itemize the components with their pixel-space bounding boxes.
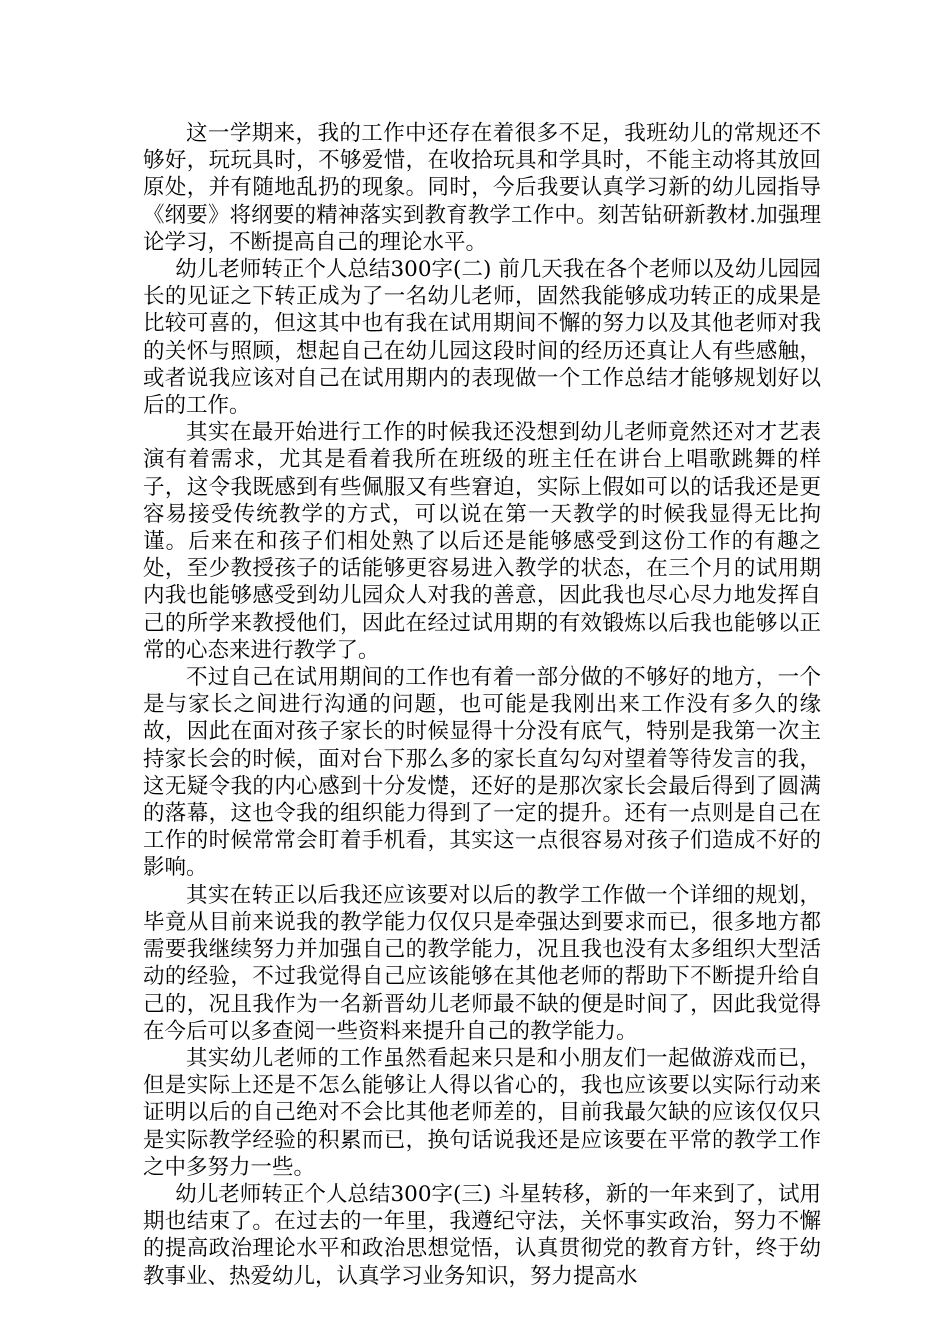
document-body xyxy=(143,120,821,1290)
paragraph-2-heading-two: 幼儿老师转正个人总结300字(二) 前几天我在各个老师以及幼儿园园长的见证之下转正成为了一名幼儿老师，固然我能够成功转正的成果是比较可喜的，但这其中也有我在试用期间不懈的努力以及其他老师对我的关怀与照顾，想起自己在幼儿园这段时间的经历还真让人有些感触，或者说我应该对自己在试用期内的表现做一个工作总结才能够规划好以后的工作。 xyxy=(143,257,821,419)
paragraph-5: 其实在转正以后我还应该要对以后的教学工作做一个详细的规划，毕竟从目前来说我的教学能力仅仅只是牵强达到要求而已，很多地方都需要我继续努力并加强自己的教学能力，况且我也没有太多组织大型活动的经验，不过我觉得自己应该能够在其他老师的帮助下不断提升给自己的，况且我作为一名新晋幼儿老师最不缺的便是时间了，因此我觉得在今后可以多查阅一些资料来提升自己的教学能力。 xyxy=(143,882,821,1044)
paragraph-1: 这一学期来，我的工作中还存在着很多不足，我班幼儿的常规还不够好，玩玩具时，不够爱惜，在收拾玩具和学具时，不能主动将其放回原处，并有随地乱扔的现象。同时，今后我要认真学习新的幼儿园指导《纲要》将纲要的精神落实到教育教学工作中。刻苦钻研新教材.加强理论学习，不断提高自己的理论水平。 xyxy=(143,121,821,255)
paragraph-4: 不过自己在试用期间的工作也有着一部分做的不够好的地方，一个是与家长之间进行沟通的问题，也可能是我刚出来工作没有多久的缘故，因此在面对孩子家长的时候显得十分没有底气，特别是我第一次主持家长会的时候，面对台下那么多的家长直勾勾对望着等待发言的我，这无疑令我的内心感到十分发憷，还好的是那次家长会最后得到了圆满的落幕，这也令我的组织能力得到了一定的提升。还有一点则是自己在工作的时候常常会盯着手机看，其实这一点很容易对孩子们造成不好的影响。 xyxy=(143,665,821,881)
paragraph-7-heading-three: 幼儿老师转正个人总结300字(三) 斗星转移，新的一年来到了，试用期也结束了。在过去的一年里，我遵纪守法，关怀事实政治，努力不懈的提高政治理论水平和政治思想觉悟，认真贯彻党的教育方针，终于幼教事业、热爱幼儿，认真学习业务知识，努力提高水 xyxy=(143,1181,821,1289)
paragraph-6: 其实幼儿老师的工作虽然看起来只是和小朋友们一起做游戏而已，但是实际上还是不怎么能够让人得以省心的，我也应该要以实际行动来证明以后的自己绝对不会比其他老师差的，目前我最欠缺的应该仅仅只是实际教学经验的积累而已，换句话说我还是应该要在平常的教学工作之中多努力一些。 xyxy=(143,1045,821,1180)
paragraph-3: 其实在最开始进行工作的时候我还没想到幼儿老师竟然还对才艺表演有着需求，尤其是看着我所在班级的班主任在讲台上唱歌跳舞的样子，这令我既感到有些佩服又有些窘迫，实际上假如可以的话我还是更容易接受传统教学的方式，可以说在第一天教学的时候我显得无比拘谨。后来在和孩子们相处熟了以后还是能够感受到这份工作的有趣之处，至少教授孩子的话能够更容易进入教学的状态，在三个月的试用期内我也能够感受到幼儿园众人对我的善意，因此我也尽心尽力地发挥自己的所学来教授他们，因此在经过试用期的有效锻炼以后我也能够以正常的心态来进行教学了。 xyxy=(143,420,821,663)
